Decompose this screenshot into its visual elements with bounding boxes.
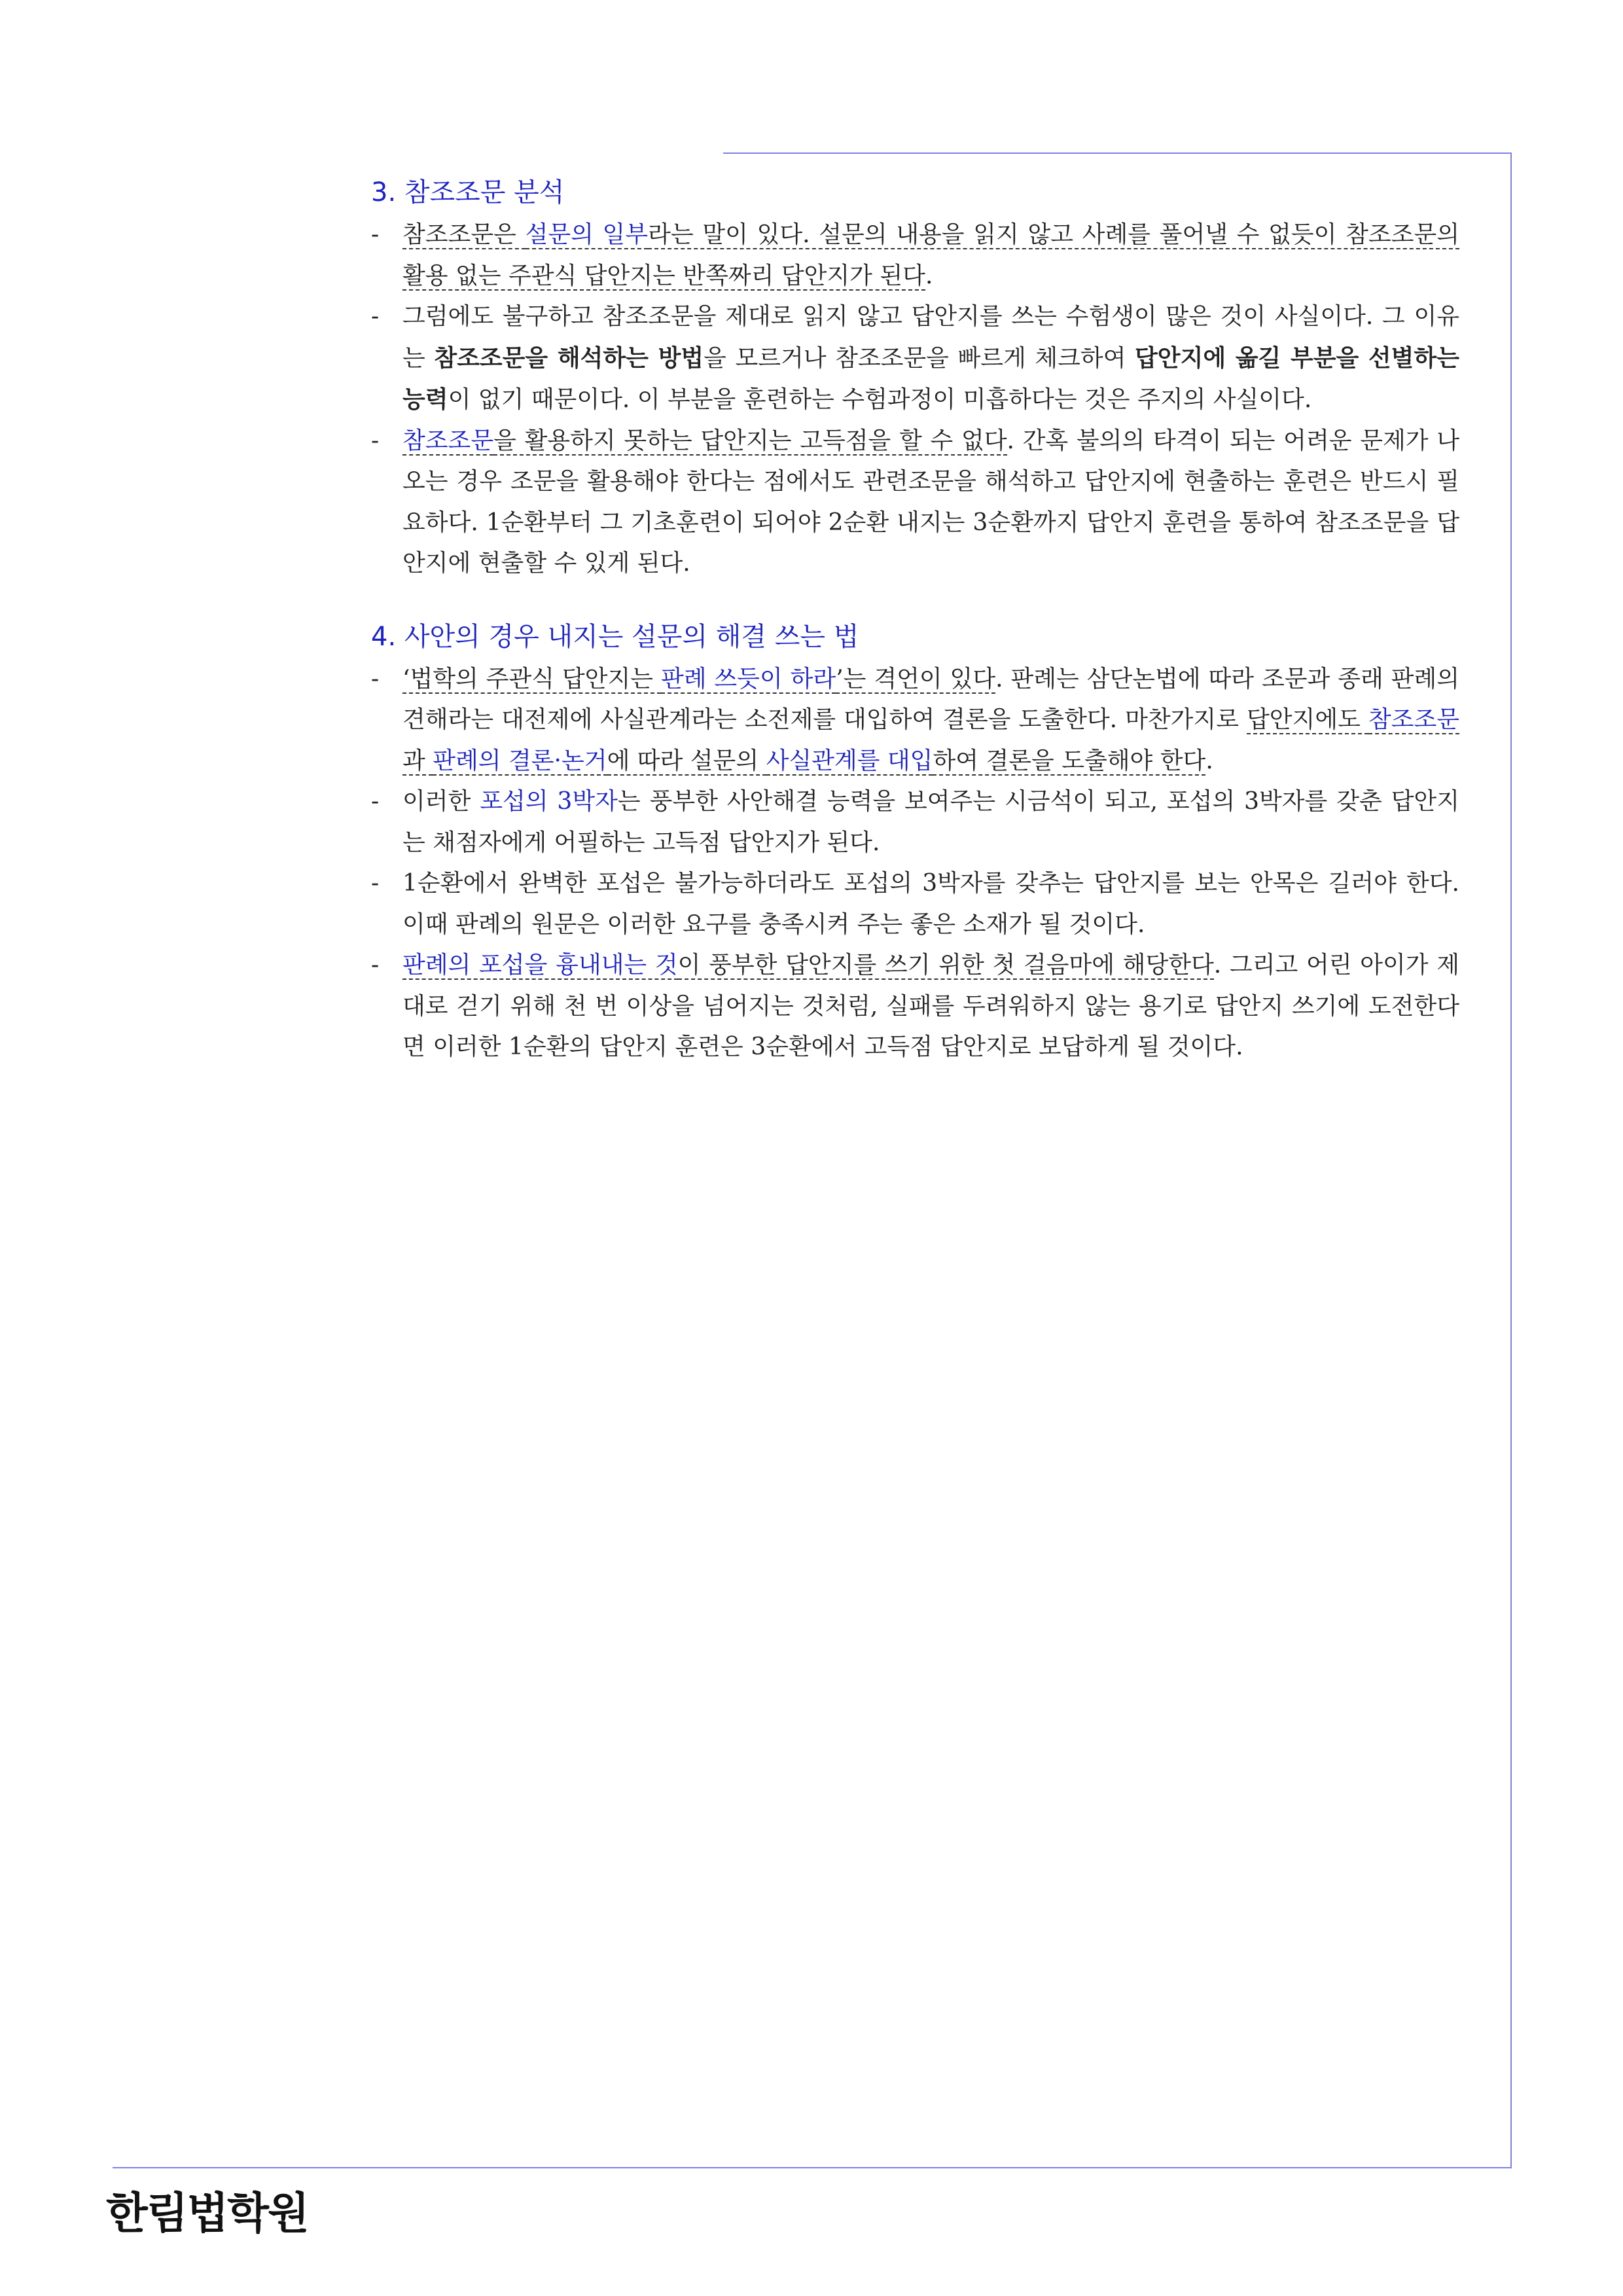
highlighted-text: 판례의 포섭을 흉내내는 것 bbox=[402, 952, 678, 978]
highlighted-text: 설문의 일부 bbox=[525, 221, 649, 248]
text-run: . 간혹 불의의 타격이 되는 어려운 문제가 나오는 경우 조문을 활용해야 한다는 점에서도 관련조문을 해석하고 답안지에 현출하는 훈련은 반드시 필요하다. 1순환부터 그 기초훈련이 되어야 2순환 내지는 3순환까지 답안지 훈련을 통하여 참조조문을 답안지에 현출할 수 있게 된다. bbox=[402, 427, 1459, 577]
highlighted-text: 포섭의 3박자 bbox=[480, 788, 618, 815]
highlighted-text: 판례 쓰듯이 하라 bbox=[660, 665, 836, 692]
bullet-item bbox=[371, 945, 1459, 1068]
bullet-dash: - bbox=[371, 427, 380, 454]
text-run: . bbox=[1205, 747, 1213, 774]
bold-text: 답안지에 옮길 부분을 선별하는 능력 bbox=[402, 344, 1459, 413]
highlighted-text: 사실관계를 대입 bbox=[766, 747, 933, 774]
frame-right-border bbox=[1510, 152, 1512, 2168]
bullet-dash: - bbox=[371, 952, 380, 978]
highlighted-text: 참조조문 bbox=[402, 427, 494, 454]
bullet-item bbox=[371, 421, 1459, 584]
bullet-dash: - bbox=[371, 665, 380, 692]
text-run: 답안지에도 bbox=[1247, 706, 1368, 733]
text-run: 에 따라 설문의 bbox=[607, 747, 766, 774]
text-run: 참조조문은 bbox=[402, 221, 526, 248]
bullet-item bbox=[371, 659, 1459, 782]
frame-bottom-border bbox=[113, 2167, 1512, 2168]
highlighted-text: 참조조문 bbox=[1368, 706, 1460, 733]
academy-logo: 한림법학원 bbox=[106, 2188, 308, 2238]
bullet-dash: - bbox=[371, 788, 380, 815]
bullet-item bbox=[371, 215, 1459, 296]
text-run: 라는 말이 있다. 설문의 내용을 읽지 않고 사례를 풀어낼 수 없듯이 참조조문의 활용 없는 주관식 답안지는 반쪽짜리 답안지가 된다 bbox=[402, 221, 1460, 289]
text-run: 이러한 bbox=[402, 788, 480, 815]
document-body bbox=[371, 171, 1459, 1100]
text-run: 그럼에도 불구하고 참조조문을 제대로 읽지 않고 답안지를 쓰는 수험생이 많은 것이 사실이다. 그 이유는 bbox=[402, 303, 1459, 372]
text-run: 이 풍부한 답안지를 쓰기 위한 첫 걸음마에 해당한다 bbox=[677, 952, 1214, 978]
highlighted-text: 판례의 결론·논거 bbox=[433, 747, 607, 774]
text-run: 을 활용하지 못하는 답안지는 고득점을 할 수 없다 bbox=[493, 427, 1007, 454]
text-run: 는 풍부한 사안해결 능력을 보여주는 시금석이 되고, 포섭의 3박자를 갖춘 답안지는 채점자에게 어필하는 고득점 답안지가 된다. bbox=[402, 788, 1459, 856]
frame-top-border bbox=[723, 152, 1512, 154]
bullet-item bbox=[371, 781, 1459, 863]
text-run: 과 bbox=[402, 747, 433, 774]
text-run: 이 없기 때문이다. 이 부분을 훈련하는 수험과정이 미흡하다는 것은 주지의 사실이다. bbox=[448, 386, 1312, 413]
bullet-item bbox=[371, 863, 1459, 945]
text-run: . 판례는 삼단논법에 따라 조문과 종래 판례의 견해라는 대전제에 사실관계라는 소전제를 대입하여 결론을 도출한다. 마찬가지로 bbox=[402, 665, 1459, 733]
bold-text: 참조조문을 해석하는 방법 bbox=[434, 344, 704, 372]
text-run: . bbox=[925, 262, 933, 289]
section-heading: 3. 참조조문 분석 bbox=[371, 177, 565, 207]
bullet-dash: - bbox=[371, 221, 380, 248]
bullet-dash: - bbox=[371, 303, 380, 330]
text-run: 을 모르거나 참조조문을 빠르게 체크하여 bbox=[704, 344, 1135, 372]
section-4 bbox=[371, 616, 1459, 1068]
text-run: . 그리고 어린 아이가 제대로 걷기 위해 천 번 이상을 넘어지는 것처럼, 실패를 두려워하지 않는 용기로 답안지 쓰기에 도전한다면 이러한 1순환의 답안지 훈련은 3순환에서 고득점 답안지로 보답하게 될 것이다. bbox=[402, 952, 1460, 1060]
section-heading: 4. 사안의 경우 내지는 설문의 해결 쓰는 법 bbox=[371, 621, 859, 652]
text-run: 1순환에서 완벽한 포섭은 불가능하더라도 포섭의 3박자를 갖추는 답안지를 보는 안목은 길러야 한다. 이때 판례의 원문은 이러한 요구를 충족시켜 주는 좋은 소재가 될 것이다. bbox=[402, 870, 1459, 938]
text-run: 하여 결론을 도출해야 한다 bbox=[933, 747, 1206, 774]
section-3 bbox=[371, 171, 1459, 584]
bullet-item bbox=[371, 296, 1459, 421]
text-run: ‘법학의 주관식 답안지는 bbox=[402, 665, 661, 692]
bullet-dash: - bbox=[371, 870, 380, 897]
text-run: ’는 격언이 있다 bbox=[836, 665, 996, 692]
